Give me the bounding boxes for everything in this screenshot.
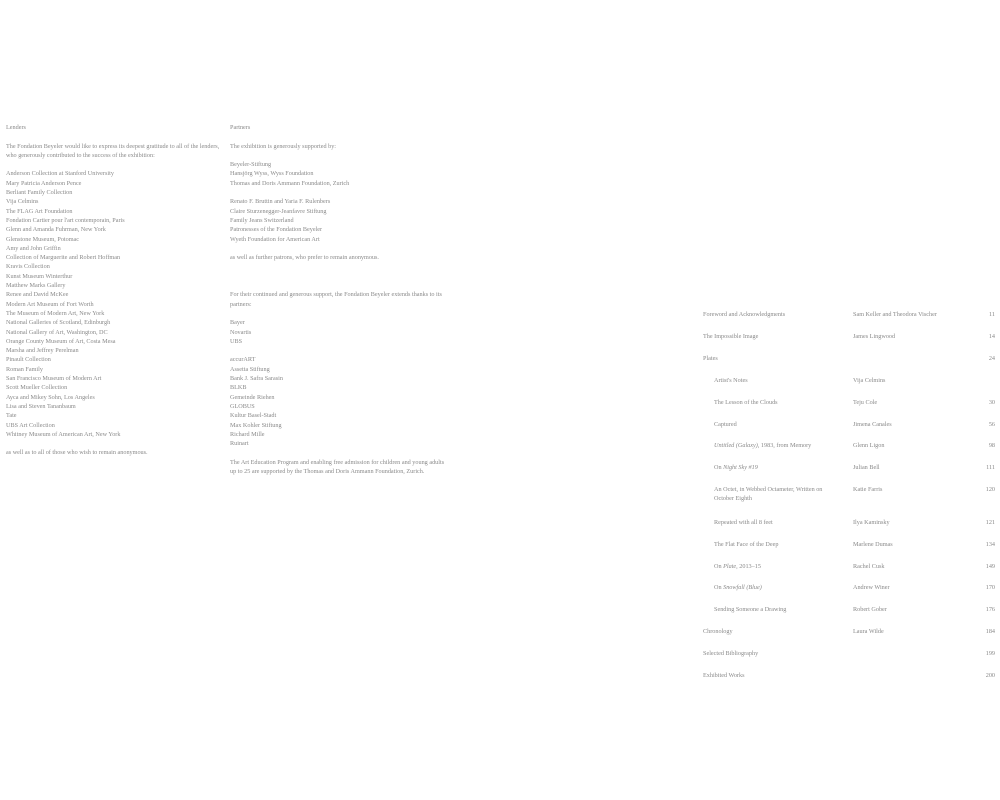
- lenders-heading: Lenders: [6, 124, 26, 131]
- toc-page-number: 56: [988, 420, 995, 428]
- toc-author: Katie Farris: [853, 486, 883, 494]
- partners-education: The Art Education Program and enabling free admission for children and young adults up to 25 are supported by the Thomas and Doris Ammann Foundation, Zurich.: [230, 458, 445, 475]
- lender-name: Whitney Museum of American Art, New York: [6, 430, 121, 438]
- partners-list-main-partners: [230, 318, 445, 346]
- toc-title: On Night Sky #19: [714, 464, 758, 472]
- partners-list-supporters: [230, 197, 445, 243]
- partner-name: Thomas and Doris Ammann Foundation, Zurich: [230, 179, 350, 187]
- partner-name: Gemeinde Riehen: [230, 393, 275, 401]
- lender-name: Amy and John Griffin: [6, 244, 61, 252]
- partner-name: UBS: [230, 337, 243, 345]
- lender-name: Modern Art Museum of Fort Worth: [6, 300, 94, 308]
- toc-page-number: 14: [988, 332, 995, 340]
- partner-name: Richard Mille: [230, 430, 265, 438]
- partner-name: Beyeler-Stiftung: [230, 161, 272, 169]
- toc-title: Selected Bibliography: [703, 650, 759, 658]
- toc-title: Foreword and Acknowledgments: [703, 311, 786, 318]
- lender-name: Renee and David McKee: [6, 291, 69, 299]
- partner-name: Bayer: [230, 319, 245, 327]
- lender-name: Matthew Marks Gallery: [6, 282, 66, 290]
- partners-thanks-intro: For their continued and generous support, the Fondation Beyeler extends thanks to its partners:: [230, 291, 442, 308]
- partner-name: Claire Sturzenegger-Jeanfavre Stiftung: [230, 207, 327, 215]
- partners-list-partners: [230, 355, 445, 448]
- toc-title: Artist's Notes: [714, 376, 748, 384]
- lender-name: Fondation Cartier pour l'art contemporain, Paris: [6, 216, 125, 224]
- partner-name: Ruinart: [230, 440, 249, 448]
- toc-author: Glenn Ligon: [853, 442, 885, 450]
- toc-author: Robert Gober: [853, 606, 887, 614]
- lender-name: Ayca and Mikey Sohn, Los Angeles: [6, 393, 95, 401]
- partner-name: Max Kohler Stiftung: [230, 421, 282, 429]
- toc-page-number: 11: [989, 311, 995, 318]
- lender-name: Glenn and Amanda Fuhrman, New York: [6, 226, 106, 234]
- toc-page-number: 24: [988, 354, 995, 362]
- toc-author: Andrew Winer: [853, 584, 890, 592]
- lender-name: Vija Celmins: [6, 198, 39, 206]
- lender-name: Tate: [6, 412, 17, 420]
- partners-intro: The exhibition is generously supported by:: [230, 142, 337, 150]
- partner-name: accurART: [230, 356, 256, 364]
- lender-name: National Gallery of Art, Washington, DC: [6, 328, 108, 336]
- toc-page-number: 184: [985, 628, 995, 636]
- lender-name: The FLAG Art Foundation: [6, 207, 73, 215]
- partner-name: Patronesses of the Fondation Beyeler: [230, 226, 323, 234]
- partner-name: Assetta Stiftung: [230, 365, 270, 373]
- toc-title: Sending Someone a Drawing: [714, 606, 787, 614]
- toc-title: Plates: [703, 354, 718, 362]
- partners-heading: Partners: [230, 124, 251, 131]
- partner-name: GLOBUS: [230, 402, 255, 410]
- lender-name: Roman Family: [6, 365, 43, 373]
- toc-page-number: 200: [985, 672, 995, 679]
- lender-name: Orange County Museum of Art, Costa Mesa: [6, 337, 116, 345]
- toc-author: Rachel Cusk: [853, 562, 885, 570]
- lender-name: National Galleries of Scotland, Edinburgh: [6, 319, 111, 327]
- lender-name: Lisa and Steven Tananbaum: [6, 402, 76, 410]
- toc-page-number: 111: [986, 464, 995, 472]
- partner-name: Novartis: [230, 328, 252, 336]
- lender-name: Collection of Marguerite and Robert Hoffman: [6, 254, 121, 262]
- partners-further: as well as further patrons, who prefer to remain anonymous.: [230, 254, 379, 262]
- lender-name: Mary Patricia Anderson Pence: [6, 179, 82, 187]
- toc-title: Captured: [714, 420, 737, 428]
- toc-author: Teju Cole: [853, 398, 878, 406]
- lenders-column: [6, 123, 228, 458]
- toc-author: Vija Celmins: [853, 376, 886, 384]
- lender-name: San Francisco Museum of Modern Art: [6, 375, 102, 383]
- toc-page-number: 170: [985, 584, 995, 592]
- lender-name: Kunst Museum Winterthur: [6, 272, 73, 280]
- lender-name: Kravis Collection: [6, 263, 50, 271]
- lender-name: Berliant Family Collection: [6, 189, 73, 197]
- toc-page-number: 199: [985, 650, 995, 658]
- toc-author: Sam Keller and Theodora Vischer: [853, 311, 937, 318]
- partner-name: Bank J. Safra Sarasin: [230, 375, 283, 383]
- lender-name: Scott Mueller Collection: [6, 384, 68, 392]
- toc-title: Chronology: [703, 628, 733, 636]
- partner-name: BLKB: [230, 384, 247, 392]
- partners-column: [230, 123, 445, 476]
- lender-name: Marsha and Jeffrey Perelman: [6, 347, 79, 355]
- lenders-list: [6, 169, 228, 439]
- toc-page-number: 120: [985, 486, 995, 494]
- partner-name: Wyeth Foundation for American Art: [230, 235, 320, 243]
- toc-author: Julian Bell: [853, 464, 880, 472]
- lender-name: Anderson Collection at Stanford University: [6, 170, 114, 178]
- toc-author: Laura Wilde: [853, 628, 884, 636]
- toc-title: The Flat Face of the Deep: [714, 540, 779, 548]
- partner-name: Family Jeans Switzerland: [230, 216, 294, 224]
- toc-title: The Lesson of the Clouds: [714, 398, 778, 406]
- toc-title: Repeated with all 8 feet: [714, 518, 773, 526]
- lender-name: Pinault Collection: [6, 356, 51, 364]
- toc-author: James Lingwood: [853, 332, 896, 340]
- lenders-intro: The Fondation Beyeler would like to express its deepest gratitude to all of the lenders, who generously contributed to the success of the exhibition:: [6, 142, 220, 159]
- partner-name: Kultur Basel-Stadt: [230, 412, 277, 420]
- toc-author: Jimena Canales: [853, 420, 892, 428]
- toc-page-number: 30: [988, 398, 995, 406]
- toc-title: On Plate, 2013–15: [714, 562, 761, 570]
- lender-name: Glenstone Museum, Potomac: [6, 235, 80, 243]
- toc-page-number: 176: [985, 606, 995, 614]
- toc-title: The Impossible Image: [703, 332, 759, 340]
- toc-author: Ilya Kaminsky: [853, 518, 890, 526]
- partner-name: Renato F. Bruttin and Yaria F. Rulenbers: [230, 198, 331, 206]
- lender-name: The Museum of Modern Art, New York: [6, 309, 105, 317]
- toc-page-number: 121: [985, 518, 995, 526]
- partners-list-main: [230, 160, 445, 188]
- toc-page-number: 134: [985, 540, 995, 548]
- partner-name: Hansjörg Wyss, Wyss Foundation: [230, 170, 314, 178]
- toc-page-number: 149: [985, 562, 995, 570]
- toc-title: Exhibited Works: [703, 672, 745, 679]
- toc-title: An Octet, in Webbed Octameter, Written on October Eighth: [714, 486, 823, 503]
- toc-title: Untitled (Galaxy), 1983, from Memory: [714, 442, 812, 450]
- lenders-closing: as well as to all of those who wish to remain anonymous.: [6, 449, 148, 457]
- toc-page-number: 98: [988, 442, 995, 450]
- lender-name: UBS Art Collection: [6, 421, 55, 429]
- toc-author: Marlene Dumas: [853, 540, 893, 548]
- toc-title: On Snowfall (Blue): [714, 584, 762, 592]
